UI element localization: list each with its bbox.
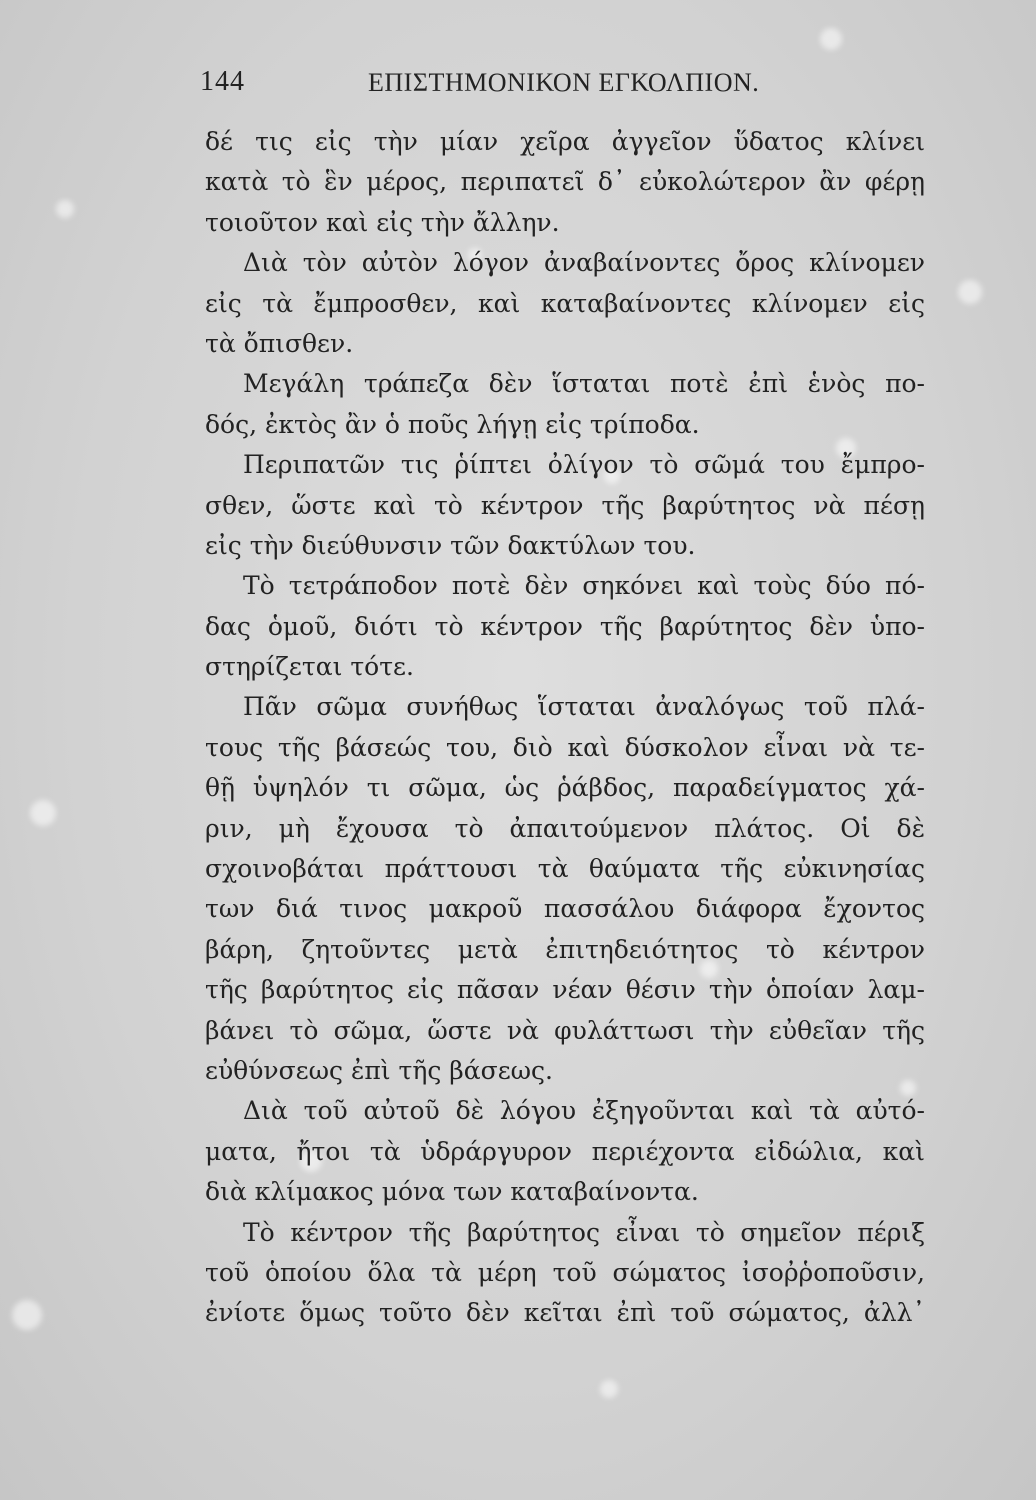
running-title: ΕΠΙΣΤΗΜΟΝΙΚΟΝ ΕΓΚΟΛΠΙΟΝ. xyxy=(368,68,760,97)
text-line: Τὸ τετράποδον ποτὲ δὲν σηκόνει καὶ τοὺς δύο πό- xyxy=(243,571,925,601)
paper-speck xyxy=(820,28,842,50)
text-line: σχοινοβάται πράττουσι τὰ θαύματα τῆς εὐκινησίας xyxy=(205,854,925,884)
page-header xyxy=(200,66,940,98)
text-line: Διὰ τοῦ αὐτοῦ δὲ λόγου ἐξηγοῦνται καὶ τὰ αὐτό- xyxy=(243,1096,925,1126)
text-line: τῆς βαρύτητος εἰς πᾶσαν νέαν θέσιν τὴν ὁποίαν λαμ- xyxy=(205,975,925,1005)
text-line: σθεν, ὥστε καὶ τὸ κέντρον τῆς βαρύτητος νὰ πέσῃ xyxy=(205,490,925,520)
text-line: δέ τις εἰς τὴν μίαν χεῖρα ἀγγεῖον ὕδατος κλίνει xyxy=(205,127,925,156)
text-line: εὐθύνσεως ἐπὶ τῆς βάσεως. xyxy=(205,1055,553,1085)
text-line: των διά τινος μακροῦ πασσάλου διάφορα ἔχοντος xyxy=(205,894,925,924)
text-line: τους τῆς βάσεώς του, διὸ καὶ δύσκολον εἶναι νὰ τε- xyxy=(205,732,925,762)
paper-speck xyxy=(12,1300,42,1330)
paper-speck xyxy=(56,200,74,218)
text-line: τοῦ ὁποίου ὅλα τὰ μέρη τοῦ σώματος ἰσοῤῥοποῦσιν, xyxy=(205,1257,925,1287)
text-line: ἐνίοτε ὅμως τοῦτο δὲν κεῖται ἐπὶ τοῦ σώματος, ἀλλ᾽ xyxy=(205,1298,925,1328)
text-line: ματα, ἤτοι τὰ ὑδράργυρον περιέχοντα εἰδώλια, καὶ xyxy=(205,1136,925,1166)
text-line: δός, ἐκτὸς ἂν ὁ ποῦς λήγῃ εἰς τρίποδα. xyxy=(205,409,700,439)
text-line: κατὰ τὸ ἓν μέρος, περιπατεῖ δ᾽ εὐκολώτερον ἂν φέρῃ xyxy=(205,167,925,197)
text-line: θῇ ὑψηλόν τι σῶμα, ὡς ῥάβδος, παραδείγματος χά- xyxy=(205,773,925,803)
text-line: Διὰ τὸν αὐτὸν λόγον ἀναβαίνοντες ὄρος κλίνομεν xyxy=(243,248,925,278)
text-line: εἰς τὴν διεύθυνσιν τῶν δακτύλων του. xyxy=(205,530,696,560)
text-line: Πᾶν σῶμα συνήθως ἵσταται ἀναλόγως τοῦ πλά- xyxy=(243,692,925,722)
paper-speck xyxy=(600,1380,618,1398)
paper-speck xyxy=(30,800,56,826)
text-line: Τὸ κέντρον τῆς βαρύτητος εἶναι τὸ σημεῖον πέριξ xyxy=(243,1217,925,1247)
text-line: διὰ κλίμακος μόνα των καταβαίνοντα. xyxy=(205,1177,699,1207)
body-text xyxy=(205,122,925,1334)
text-line: ριν, μὴ ἔχουσα τὸ ἀπαιτούμενον πλάτος. Οἱ δὲ xyxy=(205,813,925,843)
text-line: βάνει τὸ σῶμα, ὥστε νὰ φυλάττωσι τὴν εὐθεῖαν τῆς xyxy=(205,1015,925,1045)
text-line: τὰ ὄπισθεν. xyxy=(205,328,354,358)
text-line: στηρίζεται τότε. xyxy=(205,652,414,682)
page-number: 144 xyxy=(200,66,245,97)
text-line: τοιοῦτον καὶ εἰς τὴν ἄλλην. xyxy=(205,207,560,237)
text-line: βάρη, ζητοῦντες μετὰ ἐπιτηδειότητος τὸ κέντρον xyxy=(205,934,925,964)
paper-speck xyxy=(958,280,982,304)
text-line: Περιπατῶν τις ῥίπτει ὀλίγον τὸ σῶμά του ἔμπρο- xyxy=(243,450,925,480)
text-line: Μεγάλη τράπεζα δὲν ἵσταται ποτὲ ἐπὶ ἑνὸς πο- xyxy=(243,369,925,399)
text-line: εἰς τὰ ἔμπροσθεν, καὶ καταβαίνοντες κλίνομεν εἰς xyxy=(205,288,925,318)
text-line: δας ὁμοῦ, διότι τὸ κέντρον τῆς βαρύτητος δὲν ὑπο- xyxy=(205,611,925,641)
